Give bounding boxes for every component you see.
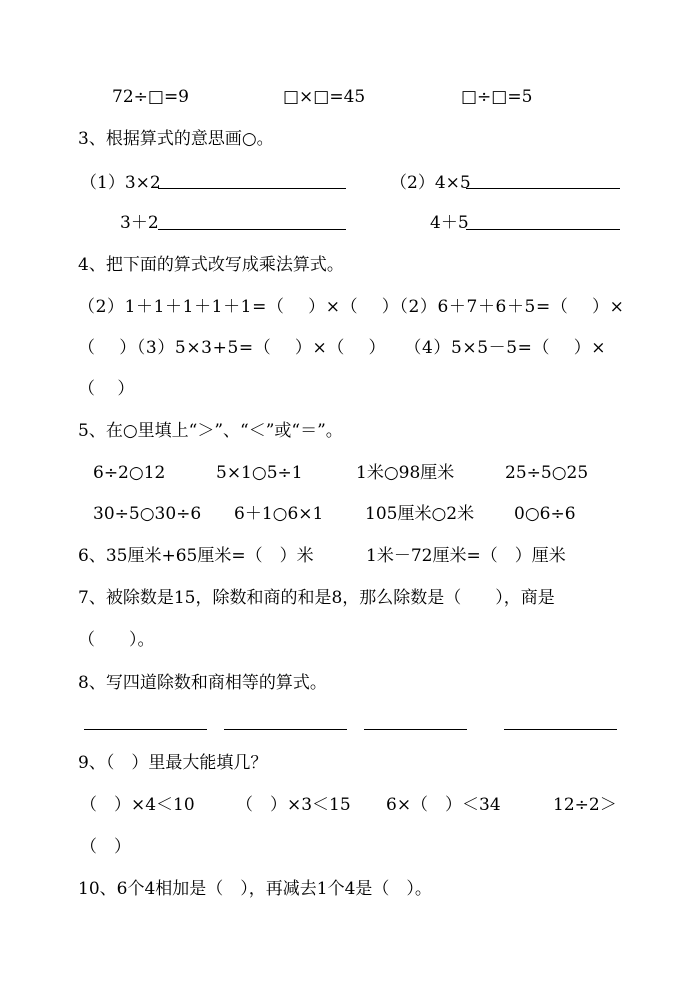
q5-compare-2: 5×1○5÷1 (216, 463, 303, 483)
q8-title: 8、写四道除数和商相等的算式。 (78, 673, 327, 693)
q5-title: 5、在○里填上“＞”、“＜”或“＝”。 (78, 421, 343, 441)
q7-line-1: 7、被除数是15，除数和商的和是8，那么除数是（ ），商是 (78, 588, 555, 608)
q5-compare-6: 6＋1○6×1 (234, 504, 324, 524)
q5-compare-4: 25÷5○25 (505, 463, 589, 483)
q3-item-4: 4＋5 (430, 213, 469, 233)
q8-answer-line-2[interactable] (224, 729, 347, 730)
q3-title: 3、根据算式的意思画○。 (78, 129, 274, 149)
q3-item-3: 3＋2 (120, 213, 159, 233)
q6-left: 6、35厘米+65厘米=（ ）米 (78, 546, 314, 566)
q5-compare-3: 1米○98厘米 (356, 463, 455, 483)
q5-compare-7: 105厘米○2米 (365, 504, 475, 524)
q7-line-2: （ ）。 (78, 630, 155, 650)
q8-answer-line-4[interactable] (504, 729, 617, 730)
q3-answer-line-3[interactable] (158, 229, 346, 230)
q5-compare-8: 0○6÷6 (514, 504, 576, 524)
q4-line-1: （2）1＋1＋1＋1＋1=（ ）×（ ）（2）6＋7＋6＋5=（ ）× (78, 297, 625, 317)
q6-right: 1米－72厘米=（ ）厘米 (366, 546, 566, 566)
equation-72-div: 72÷□=9 (112, 87, 189, 107)
q9-item-3: 6×（ ）＜34 (386, 795, 501, 815)
q3-item-1: （1）3×2 (80, 173, 161, 193)
q9-title: 9、（ ）里最大能填几？ (78, 753, 268, 773)
q3-answer-line-2[interactable] (466, 188, 620, 189)
q9-line-2: （ ） (80, 837, 131, 857)
q5-compare-5: 30÷5○30÷6 (93, 504, 202, 524)
q8-answer-line-1[interactable] (84, 729, 207, 730)
q9-item-4: 12÷2＞ (553, 795, 617, 815)
q10-text: 10、6个4相加是（ ），再减去1个4是（ ）。 (78, 879, 432, 899)
q4-line-3: （ ） (78, 379, 135, 399)
q3-answer-line-4[interactable] (466, 229, 620, 230)
q8-answer-line-3[interactable] (364, 729, 467, 730)
q4-title: 4、把下面的算式改写成乘法算式。 (78, 255, 344, 275)
q3-answer-line-1[interactable] (158, 188, 346, 189)
equation-multiply-45: □×□=45 (283, 87, 366, 107)
equation-divide-5: □÷□=5 (461, 87, 533, 107)
q3-item-2: （2）4×5 (390, 173, 471, 193)
q9-item-1: （ ）×4＜10 (80, 795, 195, 815)
q5-compare-1: 6÷2○12 (93, 463, 166, 483)
q4-line-2: （ ）（3）5×3+5=（ ）×（ ） （4）5×5－5=（ ）× (78, 338, 607, 358)
q9-item-2: （ ）×3＜15 (236, 795, 351, 815)
